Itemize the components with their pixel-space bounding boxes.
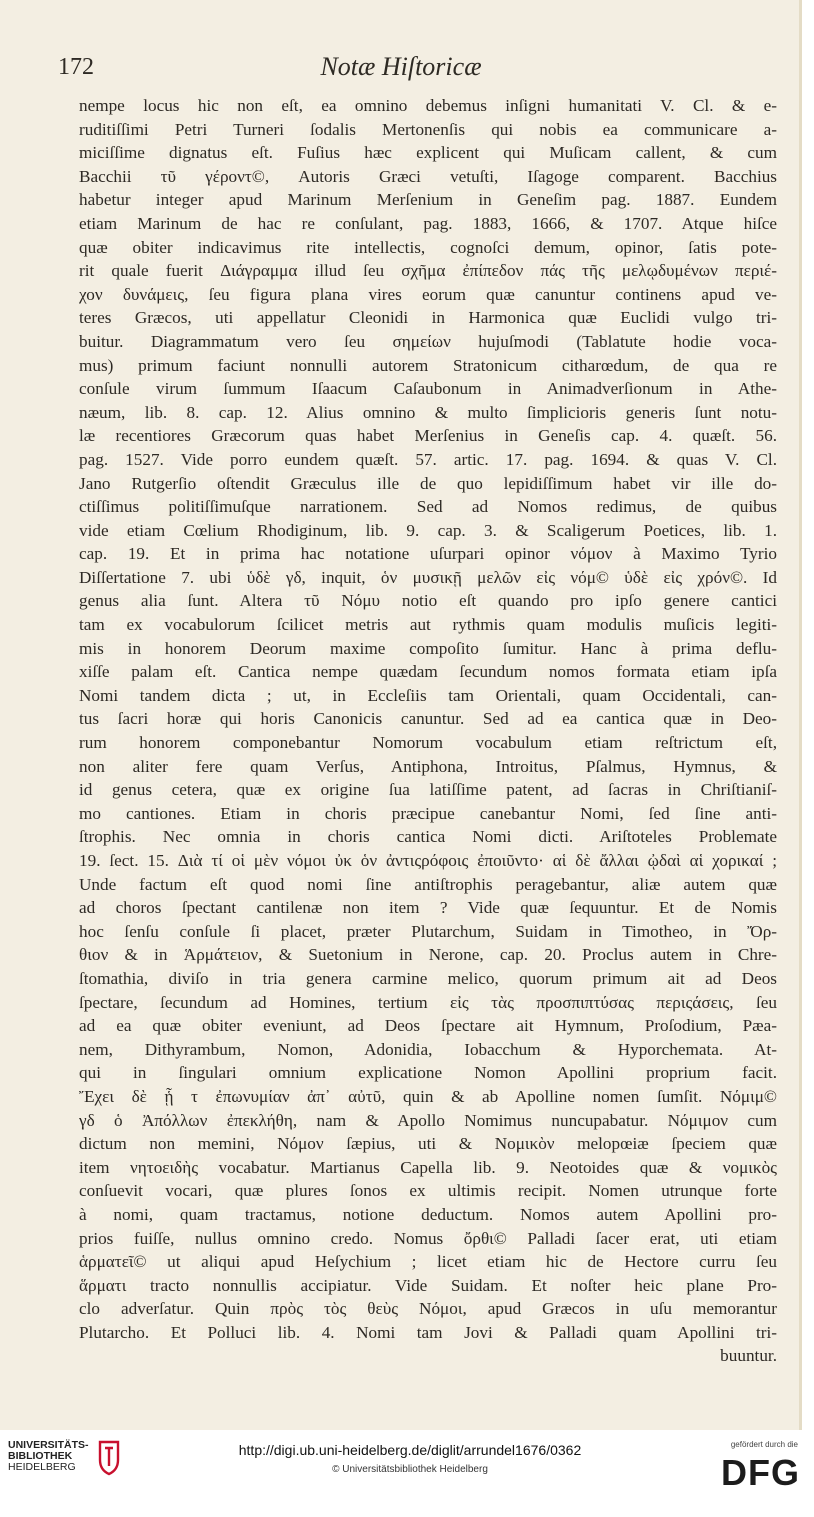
text-line: ἁρματεῖ© ut aliqui apud Heſychium ; licet etiam hic de Hectore curru ſeu	[79, 1252, 777, 1272]
text-line: tus ſacri horæ qui horis Canonicis canuntur. Sed ad ea cantica quæ in Deo-	[79, 709, 777, 729]
text-line: γδ ὁ Ἀπόλλων ἐπεκλήθη, nam & Apollo Nomimus nuncupabatur. Νόμιμον cum	[79, 1110, 777, 1130]
text-line: conſule virum ſummum Iſaacum Caſaubonum in Animadverſionum in Athe-	[79, 379, 777, 399]
text-line: cap. 19. Et in prima hac notatione uſurpari opinor νόμον à Maximo Tyrio	[79, 544, 777, 564]
text-line: næum, lib. 8. cap. 12. Alius omnino & multo ſimplicioris generis ſunt notu-	[79, 402, 777, 422]
text-line: id genus cetera, quæ ex origine ſua latiſſime patent, ad ſacras in Chriſtianiſ-	[79, 780, 777, 800]
copyright-notice: © Universitätsbibliothek Heidelberg	[332, 1464, 488, 1475]
text-line: qui in ſingulari omnium explicatione Nomon Apollini proprium facit.	[79, 1063, 777, 1083]
text-line: vide etiam Cœlium Rhodiginum, lib. 9. cap. 3. & Scaligerum Poetices, lib. 1.	[79, 520, 777, 540]
text-line: teres Græcos, uti appellatur Cleonidi in Harmonica quæ Euclidi vulgo tri-	[79, 308, 777, 328]
text-line: Jano Rutgerſio oſtendit Græculus ille de quo lepidiſſimum habet vir ille do-	[79, 473, 777, 493]
page-url-link[interactable]: http://digi.ub.uni-heidelberg.de/diglit/arrundel1676/0362	[238, 1442, 582, 1458]
text-line: rum honorem componebantur Nomorum vocabulum etiam reſtrictum eſt,	[79, 733, 777, 753]
text-line: Nomi tandem dicta ; ut, in Eccleſiis tam Orientali, quam Occidentali, can-	[79, 685, 777, 705]
text-line: habetur integer apud Marinum Merſenium in Geneſim pag. 1887. Eundem	[79, 190, 777, 210]
text-line: θιον & in Ἁρμάτειον, & Suetonium in Nerone, cap. 20. Proclus autem in Chre-	[79, 945, 777, 965]
text-line: quæ obiter indicavimus rite intellectis, cognoſci demum, opinor, ſatis pote-	[79, 237, 777, 257]
text-line: ad choros ſpectant cantilenæ non item ? Vide quæ ſequuntur. Et de Nomis	[79, 898, 777, 918]
text-line: item νητοειδὴς vocabatur. Martianus Capella lib. 9. Neotoides quæ & νομικὸς	[79, 1157, 777, 1177]
library-name-line-3: HEIDELBERG	[8, 1461, 76, 1473]
text-line: mus) primum faciunt nonnulli autorem Stratonicum citharœdum, de qua re	[79, 355, 777, 375]
text-line: Ἔχει δὲ ᾗ τ ἐπωνυμίαν ἀπ᾽ αὐτῦ, quin & ab Apolline nomen ſumſit. Νόμιμ©	[79, 1086, 777, 1106]
page-number: 172	[58, 54, 94, 80]
text-line: 19. ſect. 15. Διὰ τί οἱ μὲν νόμοι ὐκ ὁν ἀντιςρόφοις ἐποιῦντο· αἱ δὲ ἄλλαι ᾠδαὶ αἱ χορικαί ;	[79, 851, 777, 870]
text-line: nem, Dithyrambum, Nomon, Adonidia, Iobacchum & Hyporchemata. At-	[79, 1039, 777, 1059]
text-line: pag. 1527. Vide porro eundem quæſt. 57. artic. 17. pag. 1694. & quas V. Cl.	[79, 449, 777, 469]
text-line: ſpectare, ſecundum ad Homines, tertium εἰς τὰς προσπιπτύσας περιςάσεις, ſeu	[79, 992, 777, 1012]
text-line: Plutarcho. Et Polluci lib. 4. Nomi tam Jovi & Palladi quam Apollini tri-	[79, 1322, 777, 1342]
text-line: tam ex vocabulorum ſcilicet metris aut rythmis quam modulis muſicis legiti-	[79, 615, 777, 635]
text-line: ad ea quæ obiter eveniunt, ad Deos ſpectare ait Hymnum, Proſodium, Pæa-	[79, 1016, 777, 1036]
funder-note: gefördert durch die	[730, 1440, 798, 1449]
library-name-line-2: BIBLIOTHEK	[8, 1450, 73, 1462]
text-line: buuntur.	[720, 1346, 777, 1366]
viewer-footer	[0, 1430, 814, 1517]
text-line: Diſſertatione 7. ubi ὑδὲ γδ, inquit, ὁν μυσικῇ μελῶν εἰς νόμ© ὑδὲ εἰς χρόν©. Id	[79, 567, 777, 587]
text-line: miciſſime dignatus eſt. Fuſius hæc explicent qui Muſicam callent, & cum	[79, 143, 777, 163]
dfg-logo[interactable]: DFG	[721, 1452, 800, 1493]
text-line: à nomi, quam tractamus, notione deductum. Nomos autem Apollini pro-	[79, 1204, 777, 1224]
text-line: buitur. Diagrammatum vero ſeu σημείων hujuſmodi (Tablatute hodie voca-	[79, 331, 777, 351]
text-line: nempe locus hic non eſt, ea omnino debemus inſigni humanitati V. Cl. & e-	[79, 96, 777, 115]
text-line: ſtrophis. Nec omnia in choris cantica Nomi dicti. Ariſtoteles Problemate	[79, 827, 777, 847]
running-title: Notæ Hiſtoricæ	[320, 52, 482, 81]
text-line: Bacchii τῦ γέροντ©, Autoris Græci vetuſti, Iſagoge comparent. Bacchius	[79, 166, 777, 186]
text-line: ctiſſimus politiſſimuſque narrationem. Sed ad Nomos redimus, de quibus	[79, 497, 777, 517]
page-header	[0, 52, 802, 86]
text-line: mo cantiones. Etiam in choris præcipue canebantur Nomi, ſed ſine anti-	[79, 803, 777, 823]
text-line: genus alia ſunt. Altera τῦ Νόμυ notio eſt quando pro ipſo genere cantici	[79, 591, 777, 611]
text-line: prios fuiſſe, nullus omnino credo. Nomus ὄρθι© Palladi ſacer erat, uti etiam	[79, 1228, 777, 1248]
body-text	[79, 94, 777, 1368]
text-line: etiam Marinum de hac re conſulant, pag. 1883, 1666, & 1707. Atque hiſce	[79, 213, 777, 233]
text-line: rit quale fuerit Διάγραμμα illud ſeu σχῆμα ἐπίπεδον πάς τῆς μελῳδυμένων περιέ-	[79, 261, 777, 281]
library-logo[interactable]	[8, 1440, 148, 1500]
text-line: ſtomathia, diviſo in tria genera carmine melico, quorum primum ait ad Deos	[79, 968, 777, 988]
text-line: Unde factum eſt quod nomi ſine antiſtrophis peragebantur, aliæ autem quæ	[79, 874, 777, 894]
text-line: ruditiſſimi Petri Turneri ſodalis Mertonenſis qui nobis ea communicare a-	[79, 119, 777, 139]
text-line: conſuevit vocari, quæ plures ſonos ex ultimis recipit. Nomen utrunque forte	[79, 1181, 777, 1201]
text-line: non aliter fere quam Verſus, Antiphona, Introitus, Pſalmus, Hymnus, &	[79, 756, 777, 776]
library-name-line-1: UNIVERSITÄTS-	[8, 1439, 89, 1451]
crest-icon	[96, 1440, 122, 1476]
text-line: læ recentiores Græcorum quas habet Merſenius in Geneſis cap. 4. quæſt. 56.	[79, 426, 777, 446]
text-line: clo adverſatur. Quin πρὸς τὸς θεὺς Νόμοι, apud Græcos in uſu memorantur	[79, 1299, 777, 1319]
text-line: dictum non memini, Νόμον ſæpius, uti & Νομικὸν melopœiæ ſpeciem quæ	[79, 1134, 777, 1154]
text-line: hoc ſenſu conſule ſi placet, præter Plutarchum, Suidam in Timotheo, in Ὄρ-	[79, 921, 777, 941]
text-line: χον δυνάμεις, ſeu figura plana vires eorum quæ canuntur continens apud ve-	[79, 284, 777, 304]
text-line: ἅρματι tracto nonnullis accipiatur. Vide Suidam. Et noſter heic plane Pro-	[79, 1275, 777, 1295]
text-line: mis in honorem Deorum maxime compoſito ſumitur. Hanc à prima deflu-	[79, 638, 777, 658]
text-line: xiſſe palam eſt. Cantica nempe quædam ſecundum nomos formata etiam ipſa	[79, 662, 777, 682]
